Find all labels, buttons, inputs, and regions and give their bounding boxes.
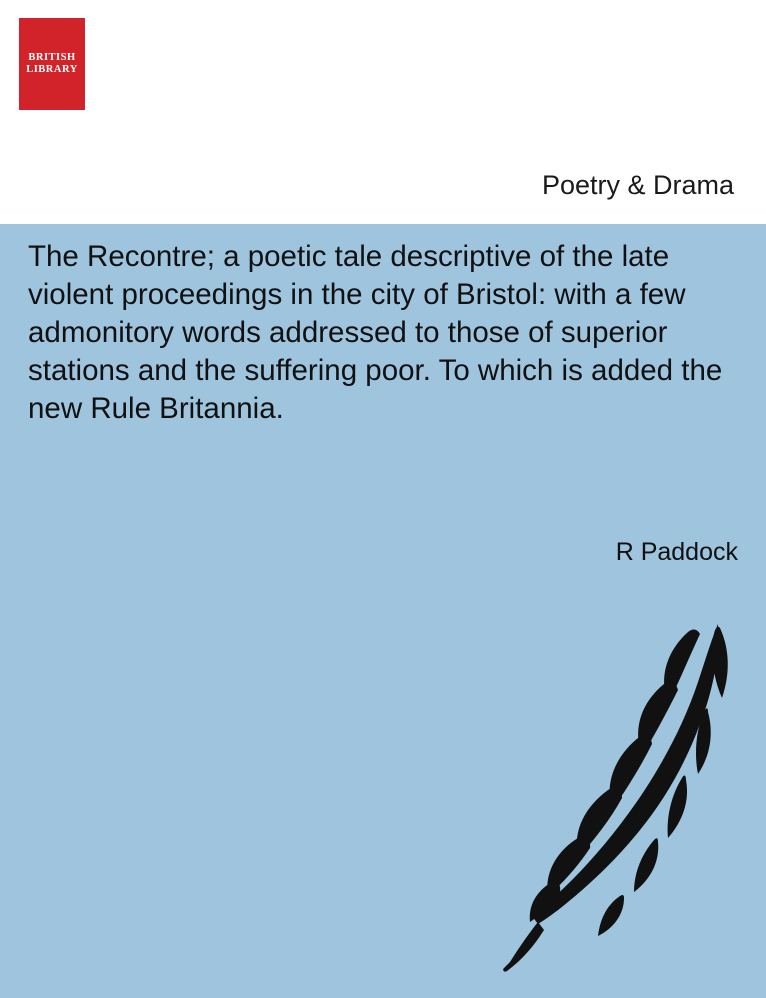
title-area (0, 238, 766, 428)
genre-band (0, 146, 766, 224)
page-title: The Recontre; a poetic tale descriptive of the late violent proceedings in the city of Bristol: with a few admonitory words addressed to those of superior stations and the suffering poor. To which is added the new Rule Britannia. (28, 240, 723, 425)
british-library-logo (19, 18, 85, 110)
author-name: R Paddock (615, 538, 738, 566)
logo-line-2: LIBRARY (26, 64, 78, 75)
logo-line-1: BRITISH (28, 51, 76, 63)
quill-feather-icon (482, 616, 742, 976)
cover-top-band (0, 0, 766, 146)
genre-label: Poetry & Drama (541, 169, 734, 200)
british-library-logo-text (26, 52, 78, 77)
